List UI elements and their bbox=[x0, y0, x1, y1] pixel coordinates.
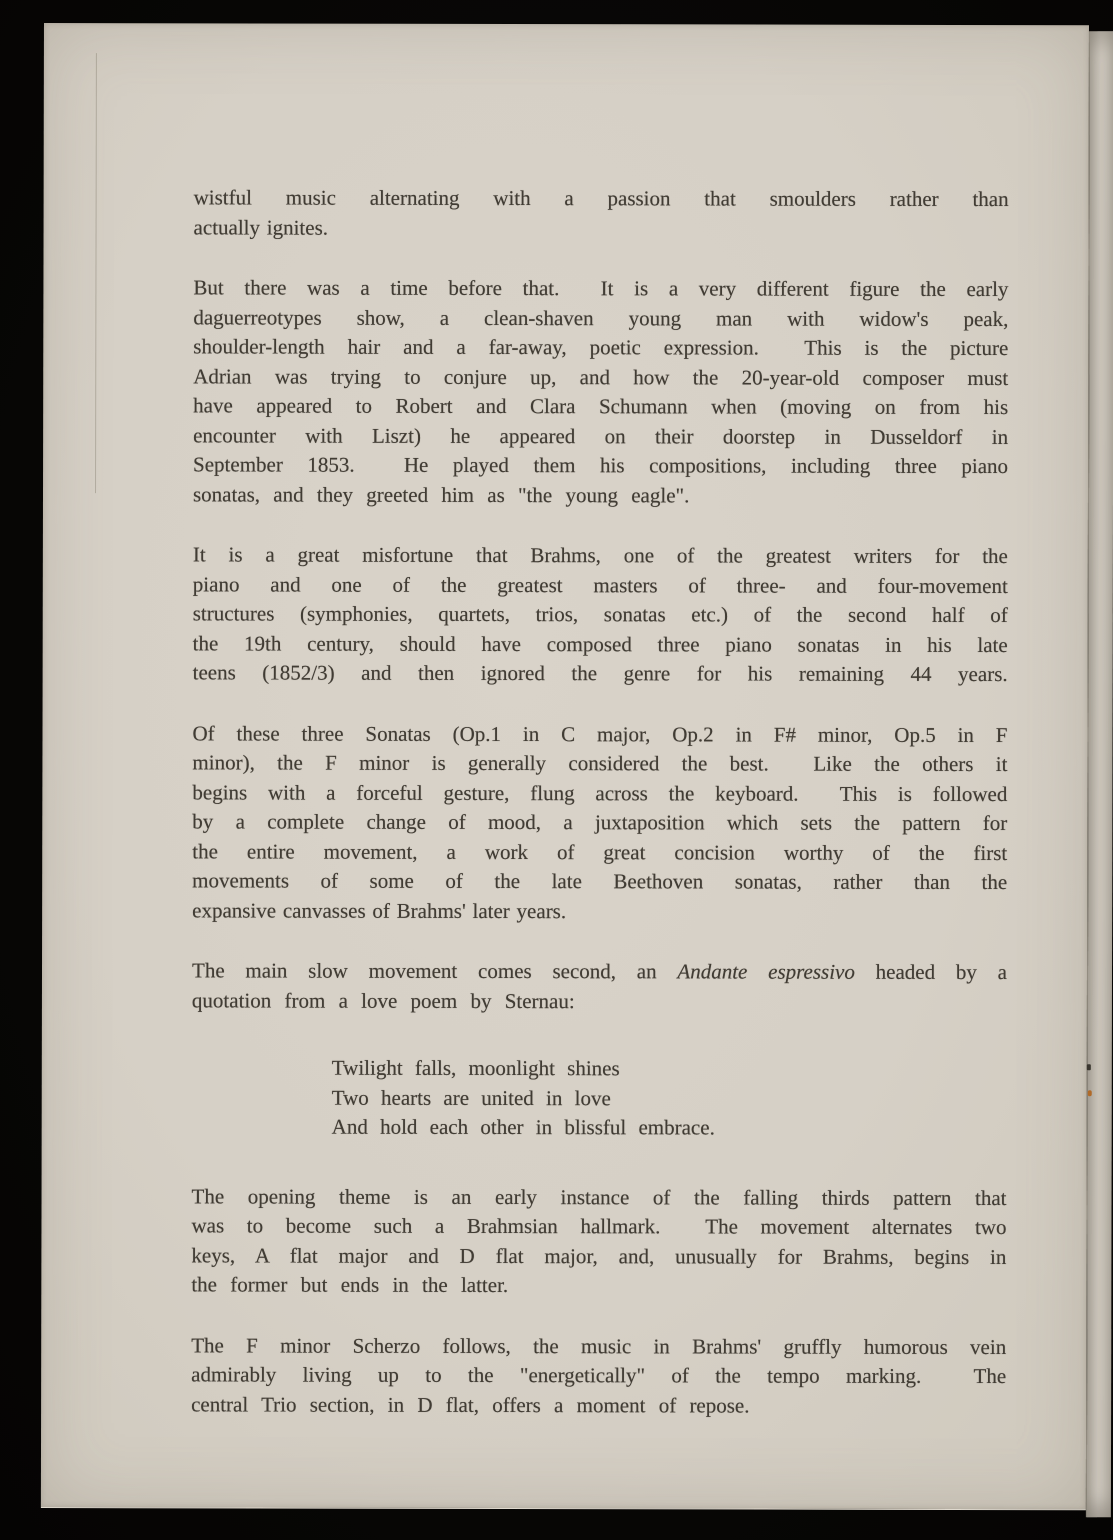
poem-quotation bbox=[332, 1054, 1007, 1144]
text-line: But there was a time before that. It is a very different figure the early bbox=[193, 275, 1009, 302]
text-line: teens (1852/3) and then ignored the genre for his remaining 44 years. bbox=[192, 660, 1008, 687]
programme-text bbox=[191, 183, 1009, 1452]
text-line: have appeared to Robert and Clara Schumann when (moving on from his bbox=[193, 393, 1009, 420]
text-line: daguerreotypes show, a clean-shaven young man with widow's peak, bbox=[193, 304, 1009, 331]
speck-mark bbox=[1087, 1064, 1091, 1070]
text-line: keys, A flat major and D flat major, and, unusually for Brahms, begins in bbox=[191, 1242, 1007, 1269]
paragraph bbox=[193, 273, 1008, 511]
speck-mark bbox=[1088, 1090, 1092, 1096]
text-line: minor), the F minor is generally considered the best. Like the others it bbox=[192, 750, 1008, 777]
text-line: was to become such a Brahmsian hallmark. The movement alternates two bbox=[191, 1213, 1007, 1240]
poem-line: And hold each other in blissful embrace. bbox=[331, 1114, 715, 1140]
text-line: It is a great misfortune that Brahms, one of the greatest writers for the bbox=[192, 542, 1008, 569]
text-line: quotation from a love poem by Sternau: bbox=[191, 987, 575, 1013]
text-line: movements of some of the late Beethoven sonatas, rather than the bbox=[192, 868, 1008, 895]
programme-page bbox=[41, 23, 1089, 1510]
paragraph bbox=[194, 183, 1009, 244]
text-line bbox=[192, 956, 1007, 987]
text-line: by a complete change of mood, a juxtaposition which sets the pattern for bbox=[192, 809, 1008, 836]
under-page-edge bbox=[95, 53, 97, 493]
italic-work-title: Andante espressivo bbox=[677, 959, 855, 984]
paragraph bbox=[191, 1182, 1006, 1302]
text-line: Of these three Sonatas (Op.1 in C major, Op.2 in F# minor, Op.5 in F bbox=[192, 720, 1008, 747]
text-line: sonatas, and they greeted him as "the young eagle". bbox=[192, 481, 690, 507]
text-line: shoulder-length hair and a far-away, poetic expression. This is the picture bbox=[193, 334, 1009, 361]
text-line: The opening theme is an early instance of the falling thirds pattern that bbox=[191, 1183, 1007, 1210]
text-line: central Trio section, in D flat, offers a moment of repose. bbox=[191, 1391, 750, 1418]
text-line: encounter with Liszt) he appeared on their doorstep in Dusseldorf in bbox=[193, 422, 1009, 449]
text-line: September 1853. He played them his compositions, including three piano bbox=[193, 452, 1009, 479]
text-line: actually ignites. bbox=[193, 214, 329, 240]
poem-line: Twilight falls, moonlight shines bbox=[331, 1055, 620, 1081]
text-segment: headed by a bbox=[854, 959, 1008, 985]
text-line: wistful music alternating with a passion that smoulders rather than bbox=[193, 185, 1009, 212]
poem-line: Two hearts are united in love bbox=[331, 1085, 611, 1110]
text-line: piano and one of the greatest masters of three- and four-movement bbox=[192, 571, 1008, 598]
text-line: the entire movement, a work of great concision worthy of the first bbox=[192, 838, 1008, 865]
folded-page-edge bbox=[1086, 31, 1113, 1517]
text-line: The F minor Scherzo follows, the music in Brahms' gruffly humorous vein bbox=[191, 1332, 1007, 1359]
text-line: the 19th century, should have composed three piano sonatas in his late bbox=[192, 630, 1008, 657]
text-segment: The main slow movement comes second, an bbox=[191, 958, 678, 984]
paragraph bbox=[193, 540, 1008, 689]
paragraph bbox=[192, 956, 1007, 1017]
text-line: admirably living up to the "energetically" of the tempo marking. The bbox=[191, 1362, 1007, 1389]
text-line: begins with a forceful gesture, flung across the keyboard. This is followed bbox=[192, 779, 1008, 806]
text-line: Adrian was trying to conjure up, and how the 20-year-old composer must bbox=[193, 363, 1009, 390]
paragraph bbox=[191, 1331, 1006, 1421]
text-line: structures (symphonies, quartets, trios, sonatas etc.) of the second half of bbox=[192, 601, 1008, 628]
paragraph bbox=[192, 719, 1007, 927]
text-line: the former but ends in the latter. bbox=[191, 1272, 509, 1298]
text-line: expansive canvasses of Brahms' later years. bbox=[192, 897, 567, 923]
